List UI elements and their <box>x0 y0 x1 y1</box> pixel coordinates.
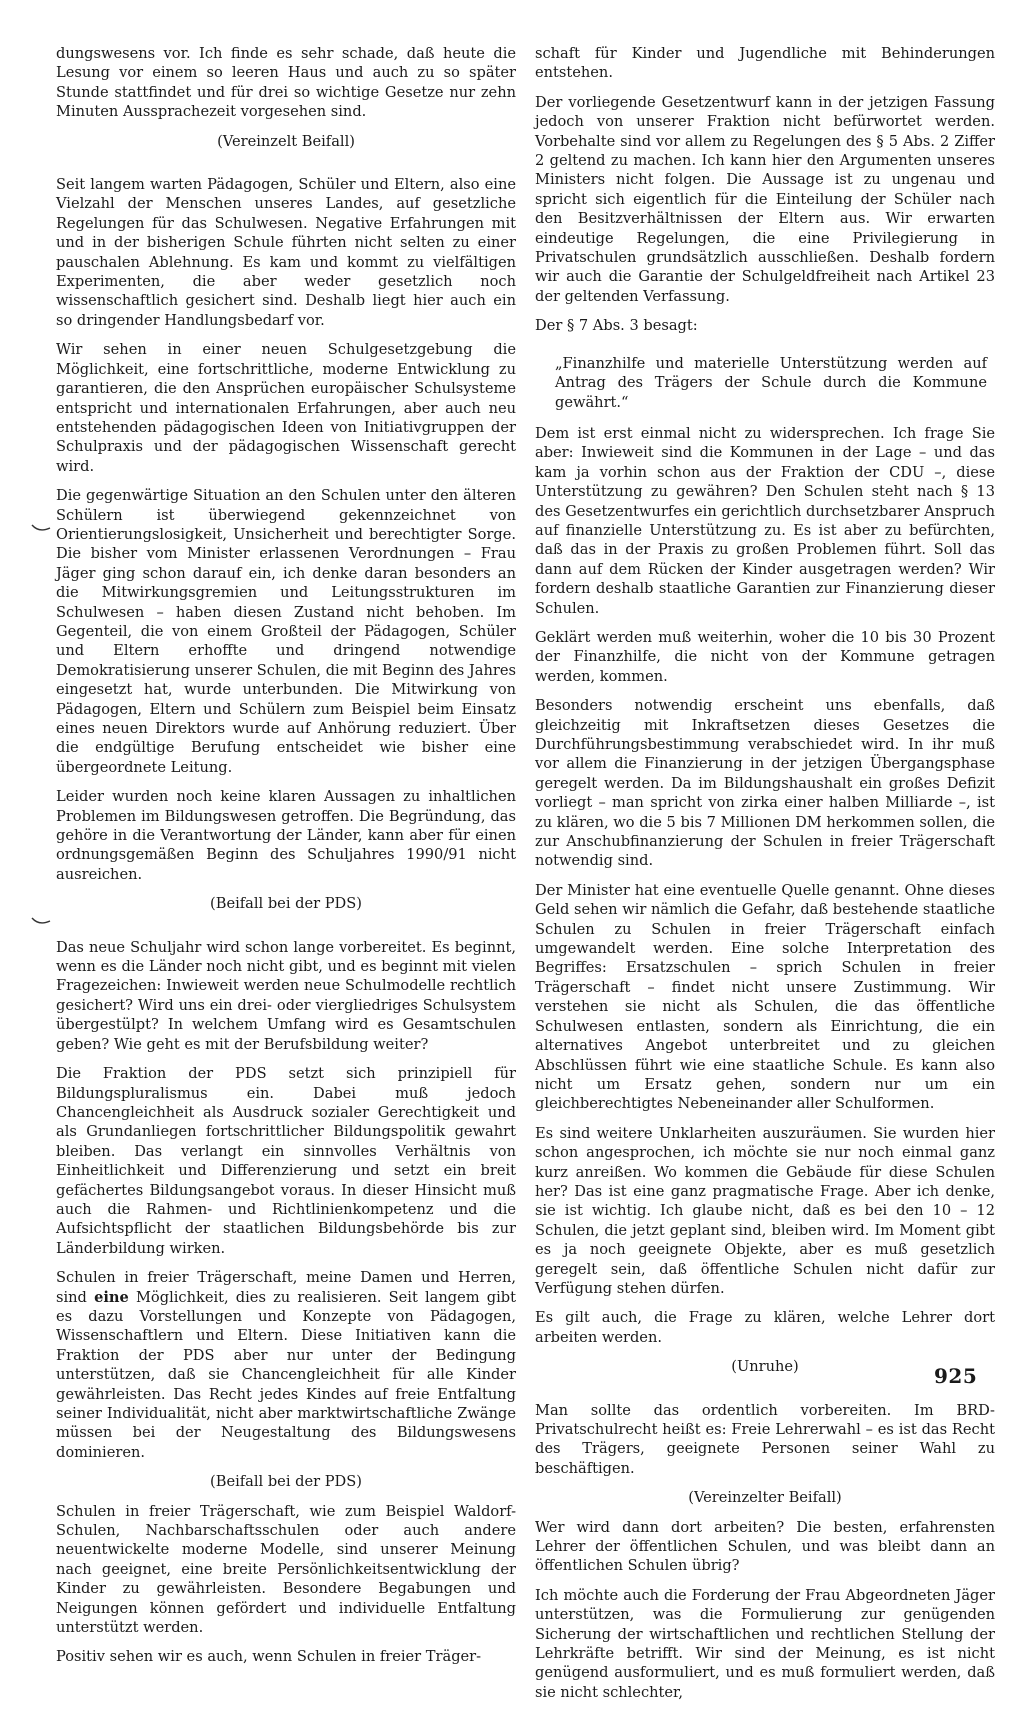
interjection: (Vereinzelter Beifall) <box>688 1489 842 1507</box>
paragraph: Geklärt werden muß weiterhin, woher die 10 bis 30 Prozent der Finanzhilfe, die nicht von der Kommune getragen werden, kommen. <box>535 628 995 685</box>
margin-mark-icon <box>30 522 52 534</box>
paragraph: Das neue Schuljahr wird schon lange vorbereitet. Es beginnt, wenn es die Länder noch nicht gibt, und es beginnt mit vielen Fragezeichen: Inwieweit werden neue Schulmodelle rechtlich gesichert? Wird uns ein drei- oder viergliedriges Schulsystem übergestülpt? In welchem Umfang wird es Gesamtschulen geben? Wie geht es mit der Berufsbildung weiter? <box>56 938 516 1053</box>
paragraph: Schulen in freier Trägerschaft, wie zum Beispiel Waldorf-Schulen, Nachbarschaftsschulen oder auch andere neuentwickelte moderne Modelle, sind unserer Meinung nach geeignet, eine breite Persönlichkeitsentwicklung der Kinder zu gewährleisten. Besondere Begabungen und Neigungen können gefördert und individuelle Entfaltung unterstützt werden. <box>56 1502 516 1637</box>
paragraph: Positiv sehen wir es auch, wenn Schulen in freier Träger- <box>56 1648 482 1666</box>
paragraph: Seit langem warten Pädagogen, Schüler und Eltern, also eine Vielzahl der Menschen unseres Landes, auf gesetzliche Regelungen für das Schulwesen. Negative Erfahrungen mit und in der bisherigen Schule führten nicht selten zu einer pauschalen Ablehnung. Es kam und kommt zu vielfältigen Experimenten, die aber weder gesetzlich noch wissenschaftlich gesichert sind. Deshalb liegt hier auch ein so dringender Handlungsbedarf vor. <box>56 176 516 329</box>
paragraph: Wir sehen in einer neuen Schulgesetzgebung die Möglichkeit, eine fortschrittliche, moderne Entwicklung zu garantieren, die den Ansprüchen europäischer Schulsysteme entspricht und internationalen Erfahrungen, aber auch neu entstehenden pädagogischen Ideen von Initiativgruppen der Schulpraxis und der pädagogischen Wissenschaft gerecht wird. <box>56 341 516 475</box>
interjection: (Vereinzelt Beifall) <box>217 132 355 150</box>
paragraph: Der Minister hat eine eventuelle Quelle genannt. Ohne dieses Geld sehen wir nämlich die Gefahr, daß bestehende staatliche Schulen zu Schulen in freier Trägerschaft einfach umgewandelt werden. Eine solche Interpretation des Begriffes: Ersatzschulen – sprich Schulen in freier Trägerschaft – findet nicht unsere Zustimmung. Wir verstehen sie nicht als Schulen, die das öffentliche Schulwesen entlasten, sondern als Einrichtung, die ein alternatives Angebot unterbreitet und zu gleichen Abschlüssen führt wie eine staatliche Schule. Es kann also nicht um Ersatz gehen, sondern nur um ein gleichberechtigtes Nebeneinander aller Schulformen. <box>535 881 995 1113</box>
interjection: (Beifall bei der PDS) <box>210 1473 362 1491</box>
paragraph: Besonders notwendig erscheint uns ebenfalls, daß gleichzeitig mit Inkraftsetzen dieses Gesetzes die Durchführungsbestimmung verabschiedet wird. In ihr muß vor allem die Finanzierung in der jetzigen Übergangsphase geregelt werden. Da im Bildungshaushalt ein großes Defizit vorliegt – man spricht von zirka einer halben Milliarde –, ist zu klären, wo die 5 bis 7 Millionen DM herkommen sollen, die zur Anschubfinanzierung der Schulen in freier Trägerschaft notwendig sind. <box>535 697 995 870</box>
interjection: (Beifall bei der PDS) <box>210 895 362 913</box>
paragraph: Es sind weitere Unklarheiten auszuräumen. Sie wurden hier schon angesprochen, ich möchte sie nur noch einmal ganz kurz anreißen. Wo kommen die Gebäude für diese Schulen her? Das ist eine ganz pragmatische Frage. Aber ich denke, sie ist wichtig. Ich glaube nicht, daß es bei den 10 – 12 Schulen, die jetzt geplant sind, bleiben wird. Im Moment gibt es ja noch geeignete Objekte, aber es muß gesetzlich geregelt sein, daß öffentliche Schulen nicht dafür zur Verfügung stehen dürfen. <box>535 1124 995 1297</box>
paragraph: dungswesens vor. Ich finde es sehr schade, daß heute die Lesung vor einem so leeren Haus und auch zu so später Stunde stattfindet und für drei so wichtige Gesetze nur zehn Minuten Aussprachezeit vorgesehen sind. <box>56 45 516 121</box>
paragraph: Der § 7 Abs. 3 besagt: <box>535 317 698 335</box>
paragraph-text: Schulen in freier Trägerschaft, meine Damen und Herren, sind <box>56 1269 516 1306</box>
paragraph: Die Fraktion der PDS setzt sich prinzipiell für Bildungspluralismus ein. Dabei muß jedoch Chancengleichheit als Ausdruck sozialer Gerechtigkeit und als Grundanliegen fortschrittlicher Bildungspolitik gewahrt bleiben. Das verlangt ein sinnvolles Verhältnis von Einheitlichkeit und Differenzierung und setzt ein breit gefächertes Bildungsangebot voraus. In dieser Hinsicht muß auch die Rahmen- und Richtlinienkompetenz und die Aufsichtspflicht der staatlichen Bildungsbehörde bis zur Länderbildung wirken. <box>56 1065 516 1257</box>
paragraph: Die gegenwärtige Situation an den Schulen unter den älteren Schülern ist überwiegend gekennzeichnet von Orientierungslosigkeit, Unsicherheit und berechtigter Sorge. Die bisher vom Minister erlassenen Verordnungen – Frau Jäger ging schon darauf ein, ich denke daran besonders an die Mitwirkungsgremien und Leitungsstrukturen im Schulwesen – haben diesen Zustand nicht behoben. Im Gegenteil, die von einem Großteil der Pädagogen, Schüler und Eltern erhoffte und dringend notwendige Demokratisierung unserer Schulen, die mit Beginn des Jahres eingesetzt hat, wurde unterbunden. Die Mitwirkung von Pädagogen, Eltern und Schülern zum Beispiel beim Einsatz eines neuen Direktors wurde auf Anhörung reduziert. Über die endgültige Berufung entscheidet wie bisher eine übergeordnete Leitung. <box>56 487 516 776</box>
paragraph: Leider wurden noch keine klaren Aussagen zu inhaltlichen Problemen im Bildungswesen getroffen. Die Begründung, das gehöre in die Verantwortung der Länder, kann aber für einen ordnungsgemäßen Beginn des Schuljahres 1990/91 nicht ausreichen. <box>56 788 516 883</box>
paragraph-text: Möglichkeit, dies zu realisieren. Seit langem gibt es dazu Vorstellungen und Konzepte von Pädagogen, Wissenschaftlern und Eltern. Diese Initiativen kann die Fraktion der PDS aber nur unter der Bedingung unterstützen, daß sie Chancengleichheit für alle Kinder gewährleisten. Das Recht jedes Kindes auf freie Entfaltung seiner Individualität, nicht aber marktwirtschaftliche Zwänge müssen bei der Neugestaltung des Bildungswesens dominieren. <box>56 1288 516 1461</box>
paragraph: Ich möchte auch die Forderung der Frau Abgeordneten Jäger unterstützen, was die Formulierung zur genügenden Sicherung der wirtschaftlichen und rechtlichen Stellung der Lehrkräfte betrifft. Wir sind der Meinung, es ist nicht genügend ausformuliert, und es muß formuliert werden, daß sie nicht schlechter, <box>535 1586 995 1701</box>
right-column <box>535 44 995 1712</box>
interjection: (Unruhe) <box>731 1358 799 1376</box>
page-number: 925 <box>934 1364 978 1388</box>
paragraph: Man sollte das ordentlich vorbereiten. Im BRD-Privatschulrecht heißt es: Freie Lehrerwahl – es ist das Recht des Trägers, geeignete Personen seiner Wahl zu beschäftigen. <box>535 1401 995 1477</box>
paragraph: Es gilt auch, die Frage zu klären, welche Lehrer dort arbeiten werden. <box>535 1309 995 1346</box>
quotation: „Finanzhilfe und materielle Unterstützung werden auf Antrag des Trägers der Schule durch die Kommune gewährt.“ <box>555 354 987 411</box>
emphasis: eine <box>94 1288 129 1306</box>
margin-mark-icon <box>30 915 52 927</box>
paragraph: schaft für Kinder und Jugendliche mit Behinderungen entstehen. <box>535 45 995 82</box>
paragraph: Dem ist erst einmal nicht zu widersprechen. Ich frage Sie aber: Inwieweit sind die Kommunen in der Lage – und das kam ja vorhin schon aus der Fraktion der CDU –, diese Unterstützung zu gewähren? Den Schulen steht nach § 13 des Gesetzentwurfes ein gerichtlich durchsetzbarer Anspruch auf finanzielle Unterstützung zu. Es ist aber zu befürchten, daß das in der Praxis zu großen Problemen führt. Soll das dann auf dem Rücken der Kinder ausgetragen werden? Wir fordern deshalb staatliche Garantien zur Finanzierung dieser Schulen. <box>535 424 995 617</box>
paragraph: Wer wird dann dort arbeiten? Die besten, erfahrensten Lehrer der öffentlichen Schulen, und was bleibt dann an öffentlichen Schulen übrig? <box>535 1518 995 1575</box>
paragraph: Der vorliegende Gesetzentwurf kann in der jetzigen Fassung jedoch von unserer Fraktion nicht befürwortet werden. Vorbehalte sind vor allem zu Regelungen des § 5 Abs. 2 Ziffer 2 geltend zu machen. Ich kann hier den Argumenten unseres Ministers nicht folgen. Die Aussage ist zu ungenau und spricht sich eigentlich für die Einteilung der Schüler nach den Besitzverhältnissen der Eltern aus. Wir erwarten eindeutige Regelungen, die eine Privilegierung in Privatschulen grundsätzlich ausschließen. Deshalb fordern wir auch die Garantie der Schulgeldfreiheit nach Artikel 23 der geltenden Verfassung. <box>535 93 995 305</box>
left-column <box>56 44 516 1677</box>
paragraph <box>56 1268 516 1462</box>
